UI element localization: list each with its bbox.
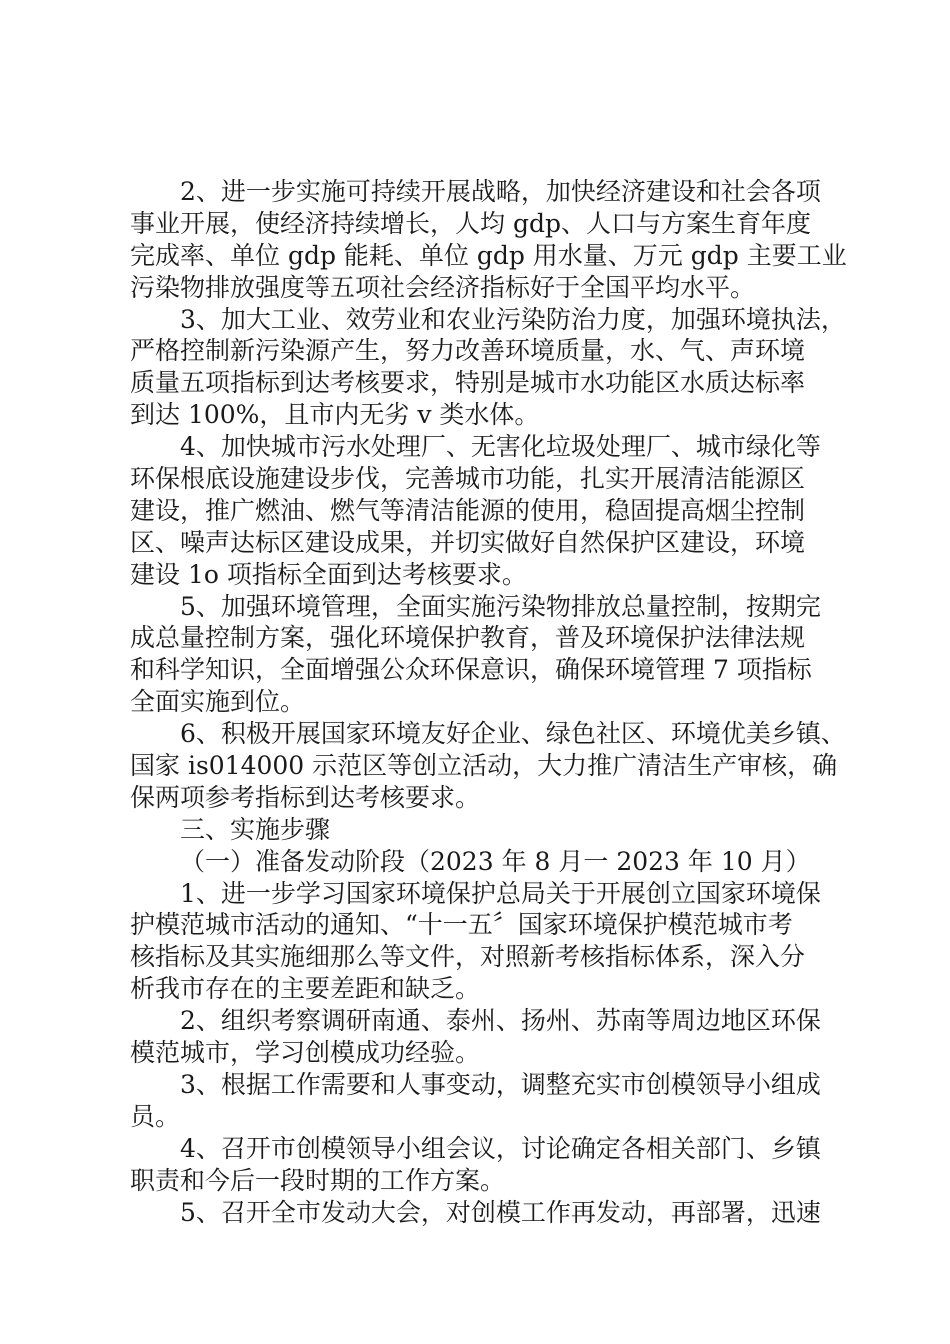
text-line: （一）准备发动阶段（2023 年 8 月一 2023 年 10 月） — [180, 846, 811, 876]
text-line: 职责和今后一段时期的工作方案。 — [130, 1165, 506, 1195]
text-line: 2、组织考察调研南通、泰州、扬州、苏南等周边地区环保 — [180, 1006, 821, 1036]
text-line: 全面实施到位。 — [130, 687, 306, 717]
text-line: 护模范城市活动的通知、“十一五〞国家环境保护模范城市考 — [130, 910, 793, 940]
text-line: 事业开展，使经济持续增长，人均 gdp、人口与方案生育年度 — [130, 208, 811, 238]
text-line: 三、实施步骤 — [180, 814, 331, 844]
text-line: 5、加强环境管理，全面实施污染物排放总量控制，按期完 — [180, 591, 821, 621]
text-line: 6、积极开展国家环境友好企业、绿色社区、环境优美乡镇、 — [180, 719, 846, 749]
text-line: 5、召开全市发动大会，对创模工作再发动，再部署，迅速 — [180, 1197, 821, 1227]
text-line: 和科学知识，全面增强公众环保意识，确保环境管理 7 项指标 — [130, 655, 812, 685]
text-line: 污染物排放强度等五项社会经济指标好于全国平均水平。 — [130, 272, 756, 302]
text-line: 核指标及其实施细那么等文件，对照新考核指标体系，深入分 — [130, 942, 806, 972]
text-line: 2、进一步实施可持续开展战略，加快经济建设和社会各项 — [180, 177, 821, 206]
text-line: 3、加大工业、效劳业和农业污染防治力度，加强环境执法， — [180, 304, 846, 334]
text-line: 模范城市，学习创模成功经验。 — [130, 1038, 481, 1068]
text-line: 4、召开市创模领导小组会议，讨论确定各相关部门、乡镇 — [180, 1133, 821, 1163]
text-line: 员。 — [130, 1101, 181, 1131]
text-line: 析我市存在的主要差距和缺乏。 — [130, 974, 481, 1004]
text-line: 1、进一步学习国家环境保护总局关于开展创立国家环境保 — [180, 878, 821, 908]
text-line: 严格控制新污染源产生，努力改善环境质量，水、气、声环境 — [130, 336, 806, 366]
text-line: 区、噪声达标区建设成果，并切实做好自然保护区建设，环境 — [130, 527, 806, 557]
text-line: 建设 1o 项指标全面到达考核要求。 — [130, 559, 527, 589]
text-line: 保两项参考指标到达考核要求。 — [130, 782, 481, 812]
text-line: 3、根据工作需要和人事变动，调整充实市创模领导小组成 — [180, 1069, 821, 1099]
text-line: 质量五项指标到达考核要求，特别是城市水功能区水质达标率 — [130, 368, 806, 398]
text-line: 成总量控制方案，强化环境保护教育，普及环境保护法律法规 — [130, 623, 806, 653]
text-line: 完成率、单位 gdp 能耗、单位 gdp 用水量、万元 gdp 主要工业 — [130, 240, 847, 270]
text-line: 国家 is014000 示范区等创立活动，大力推广清洁生产审核，确 — [130, 751, 838, 781]
text-line: 环保根底设施建设步伐，完善城市功能，扎实开展清洁能源区 — [130, 464, 806, 494]
text-line: 建设，推广燃油、燃气等清洁能源的使用，稳固提高烟尘控制 — [130, 495, 806, 525]
text-line: 4、加快城市污水处理厂、无害化垃圾处理厂、城市绿化等 — [180, 432, 821, 462]
text-line: 到达 100%，且市内无劣 v 类水体。 — [130, 400, 540, 430]
document-body — [130, 176, 847, 1228]
